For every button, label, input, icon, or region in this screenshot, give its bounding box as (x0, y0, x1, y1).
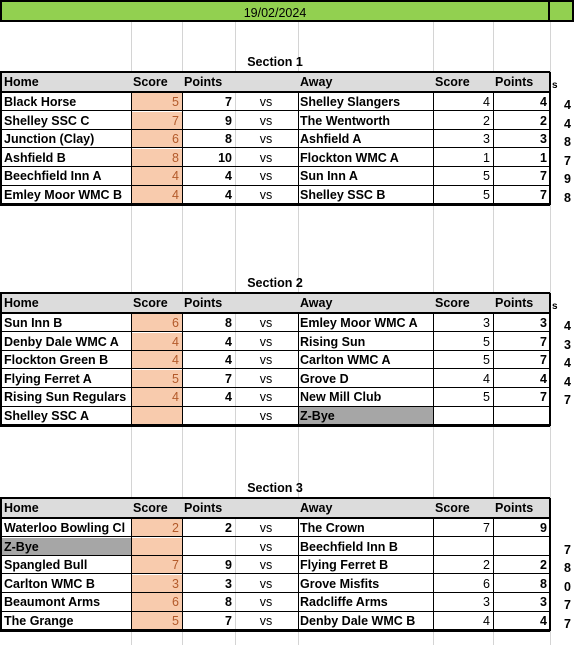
col-border (433, 313, 434, 426)
vs-label[interactable]: vs (259, 595, 273, 610)
home-score[interactable]: 4 (172, 353, 179, 368)
home-points[interactable]: 4 (225, 353, 232, 368)
home-team[interactable]: Ashfield B (4, 150, 66, 165)
away-team[interactable]: The Wentworth (300, 113, 391, 128)
border-left (0, 293, 2, 426)
extra-value[interactable]: 4 (564, 98, 571, 112)
border-right (549, 293, 551, 426)
vs-label[interactable]: vs (259, 558, 273, 573)
home-score[interactable]: 4 (172, 169, 179, 184)
date-bar[interactable]: 19/02/2024 (0, 0, 550, 22)
home-points[interactable]: 4 (225, 188, 232, 202)
extra-value[interactable]: 8 (564, 191, 571, 205)
extra-value[interactable]: 7 (564, 542, 571, 557)
home-points[interactable]: 7 (225, 614, 232, 628)
vs-label[interactable]: vs (259, 371, 273, 386)
header-points[interactable]: Points (184, 296, 223, 310)
away-team[interactable]: Beechfield Inn B (300, 539, 398, 554)
away-points[interactable]: 7 (540, 353, 547, 368)
away-points[interactable]: 3 (540, 132, 547, 147)
vs-label[interactable]: vs (259, 539, 273, 554)
col-border (182, 313, 183, 426)
vs-label[interactable]: vs (259, 188, 273, 202)
home-score[interactable] (133, 538, 179, 557)
header-away-points[interactable]: Points (495, 296, 534, 310)
away-points[interactable]: 4 (540, 371, 547, 386)
away-team[interactable]: Emley Moor WMC A (300, 316, 418, 330)
home-team[interactable]: Emley Moor WMC B (4, 188, 123, 202)
home-points[interactable]: 2 (225, 521, 232, 535)
home-team[interactable]: Junction (Clay) (4, 132, 95, 147)
away-score[interactable]: 1 (483, 150, 490, 165)
home-team[interactable]: Z-Bye (4, 539, 39, 554)
col-border (131, 518, 132, 631)
away-points[interactable]: 8 (540, 576, 547, 591)
header-away-score[interactable]: Score (435, 75, 470, 89)
home-team[interactable]: Waterloo Bowling Cl (4, 521, 126, 535)
away-score[interactable]: 4 (483, 95, 490, 109)
home-points[interactable]: 3 (225, 576, 232, 591)
header-away-points[interactable]: Points (495, 501, 534, 515)
home-score[interactable]: 5 (172, 614, 179, 628)
home-points[interactable]: 7 (225, 371, 232, 386)
col-border (182, 92, 183, 205)
home-score[interactable]: 2 (172, 521, 179, 535)
home-team[interactable]: Shelley SSC C (4, 113, 90, 128)
col-border (433, 92, 434, 205)
header-home[interactable]: Home (4, 296, 39, 310)
home-team[interactable]: Flying Ferret A (4, 371, 92, 386)
away-score[interactable]: 5 (483, 188, 490, 202)
away-team[interactable]: Flockton WMC A (300, 150, 399, 165)
vs-label[interactable]: vs (259, 521, 273, 535)
vs-label[interactable]: vs (259, 95, 273, 109)
col-border (131, 92, 132, 205)
away-team[interactable]: Ashfield A (300, 132, 362, 147)
away-team[interactable]: Radcliffe Arms (300, 595, 388, 610)
extra-value[interactable]: 4 (564, 356, 571, 371)
home-team[interactable]: Shelley SSC A (4, 409, 89, 423)
home-score[interactable]: 5 (172, 95, 179, 109)
home-score[interactable]: 4 (172, 334, 179, 349)
away-team[interactable]: Sun Inn A (300, 169, 358, 184)
border-left (0, 498, 2, 631)
away-team[interactable]: Shelley SSC B (300, 188, 386, 202)
header-points[interactable]: Points (184, 75, 223, 89)
col-border (298, 313, 299, 426)
away-points[interactable]: 3 (540, 595, 547, 610)
away-score[interactable]: 4 (483, 371, 490, 386)
border-right (549, 72, 551, 205)
away-points[interactable]: 9 (540, 521, 547, 535)
extra-value[interactable]: 4 (564, 374, 571, 389)
vs-label[interactable]: vs (259, 334, 273, 349)
date-bar-end (550, 0, 574, 22)
away-score[interactable]: 3 (483, 595, 490, 610)
header-extra[interactable]: s (552, 80, 558, 91)
header-home[interactable]: Home (4, 75, 39, 89)
home-team[interactable]: Flockton Green B (4, 353, 109, 368)
extra-value[interactable]: 8 (564, 561, 571, 576)
home-score[interactable]: 8 (172, 150, 179, 165)
away-team[interactable]: Carlton WMC A (300, 353, 391, 368)
header-points[interactable]: Points (184, 501, 223, 515)
header-away[interactable]: Away (300, 296, 333, 310)
vs-label[interactable]: vs (259, 576, 273, 591)
away-score[interactable]: 3 (483, 316, 490, 330)
header-score[interactable]: Score (133, 296, 168, 310)
home-points[interactable]: 9 (225, 113, 232, 128)
section-title: Section 2 (247, 276, 303, 290)
header-score[interactable]: Score (133, 75, 168, 89)
extra-value[interactable]: 7 (564, 393, 571, 408)
border-top (0, 292, 550, 294)
away-points[interactable]: 7 (540, 390, 547, 405)
home-team[interactable]: Carlton WMC B (4, 576, 95, 591)
border-top (0, 497, 550, 499)
home-points[interactable] (184, 538, 232, 557)
away-points[interactable]: 7 (540, 188, 547, 202)
border-right (549, 498, 551, 631)
col-border (131, 313, 132, 426)
away-score[interactable]: 3 (483, 132, 490, 147)
gridline-v (235, 22, 236, 645)
away-score[interactable]: 7 (483, 521, 490, 535)
home-points[interactable]: 4 (225, 334, 232, 349)
away-team[interactable]: Flying Ferret B (300, 558, 389, 573)
col-border (298, 92, 299, 205)
header-away-score[interactable]: Score (435, 296, 470, 310)
border-bottom (0, 204, 550, 206)
home-team[interactable]: Beechfield Inn A (4, 169, 102, 184)
home-score[interactable]: 4 (172, 390, 179, 405)
away-points[interactable]: 3 (540, 316, 547, 330)
vs-label[interactable]: vs (259, 353, 273, 368)
away-score[interactable]: 5 (483, 390, 490, 405)
border-left (0, 72, 2, 205)
home-score[interactable]: 3 (172, 576, 179, 591)
border-bottom (0, 630, 550, 632)
away-points[interactable]: 1 (540, 150, 547, 165)
away-score[interactable]: 2 (483, 113, 490, 128)
away-points[interactable] (495, 538, 547, 557)
vs-label[interactable]: vs (259, 169, 273, 184)
away-points[interactable]: 4 (540, 95, 547, 109)
section-title: Section 3 (247, 481, 303, 495)
home-score[interactable]: 7 (172, 113, 179, 128)
home-points[interactable]: 9 (225, 558, 232, 573)
away-score[interactable]: 4 (483, 614, 490, 628)
vs-label[interactable]: vs (259, 150, 273, 165)
header-away[interactable]: Away (300, 75, 333, 89)
home-score[interactable]: 5 (172, 371, 179, 386)
home-points[interactable]: 10 (218, 150, 232, 165)
vs-label[interactable]: vs (259, 132, 273, 147)
home-team[interactable]: Spangled Bull (4, 558, 88, 573)
away-points[interactable]: 4 (540, 614, 547, 628)
extra-value[interactable]: 4 (564, 319, 571, 333)
border-bottom (0, 425, 550, 427)
home-points[interactable]: 8 (225, 595, 232, 610)
extra-value[interactable]: 3 (564, 337, 571, 352)
away-score[interactable]: 6 (483, 576, 490, 591)
away-team[interactable]: Grove Misfits (300, 576, 380, 591)
col-border (493, 518, 494, 631)
home-team[interactable]: The Grange (4, 614, 74, 628)
away-points[interactable]: 7 (540, 169, 547, 184)
away-team[interactable]: Grove D (300, 371, 349, 386)
home-score[interactable] (133, 407, 179, 426)
extra-value[interactable]: 9 (564, 172, 571, 187)
away-team[interactable]: Denby Dale WMC B (300, 614, 416, 628)
vs-label[interactable]: vs (259, 316, 273, 330)
home-team[interactable]: Black Horse (4, 95, 77, 109)
away-score[interactable]: 5 (483, 353, 490, 368)
away-points[interactable]: 2 (540, 558, 547, 573)
away-score[interactable]: 5 (483, 334, 490, 349)
home-score[interactable]: 7 (172, 558, 179, 573)
col-border (182, 518, 183, 631)
header-score[interactable]: Score (133, 501, 168, 515)
away-team[interactable]: The Crown (300, 521, 365, 535)
away-score[interactable]: 2 (483, 558, 490, 573)
border-top (0, 71, 550, 73)
header-away-points[interactable]: Points (495, 75, 534, 89)
col-border (493, 92, 494, 205)
extra-value[interactable]: 8 (564, 135, 571, 150)
home-team[interactable]: Sun Inn B (4, 316, 63, 330)
extra-value[interactable]: 4 (564, 116, 571, 131)
home-team[interactable]: Denby Dale WMC A (4, 334, 119, 349)
vs-label[interactable]: vs (259, 390, 273, 405)
home-points[interactable]: 4 (225, 169, 232, 184)
home-score[interactable]: 6 (172, 316, 179, 330)
home-points[interactable]: 4 (225, 390, 232, 405)
away-score[interactable] (435, 538, 490, 557)
home-points[interactable]: 7 (225, 95, 232, 109)
header-away-score[interactable]: Score (435, 501, 470, 515)
header-extra[interactable]: s (552, 301, 558, 312)
home-points[interactable] (184, 407, 232, 426)
away-team[interactable]: Shelley Slangers (300, 95, 401, 109)
away-score[interactable]: 5 (483, 169, 490, 184)
col-border (433, 518, 434, 631)
home-team[interactable]: Beaumont Arms (4, 595, 101, 610)
extra-value[interactable]: 7 (564, 153, 571, 168)
col-border (298, 518, 299, 631)
away-score[interactable] (435, 407, 490, 426)
away-points[interactable] (495, 407, 547, 426)
vs-label[interactable]: vs (259, 409, 273, 423)
home-points[interactable]: 8 (225, 132, 232, 147)
vs-label[interactable]: vs (259, 614, 273, 628)
home-score[interactable]: 6 (172, 132, 179, 147)
extra-value[interactable]: 0 (564, 579, 571, 594)
home-score[interactable]: 4 (172, 188, 179, 202)
home-points[interactable]: 8 (225, 316, 232, 330)
header-home[interactable]: Home (4, 501, 39, 515)
section-title: Section 1 (247, 55, 303, 69)
away-points[interactable]: 7 (540, 334, 547, 349)
away-points[interactable]: 2 (540, 113, 547, 128)
vs-label[interactable]: vs (259, 113, 273, 128)
home-team[interactable]: Rising Sun Regulars (4, 390, 127, 405)
extra-value[interactable]: 7 (564, 598, 571, 613)
away-team[interactable]: Rising Sun (300, 334, 366, 349)
extra-value[interactable]: 7 (564, 617, 571, 631)
home-score[interactable]: 6 (172, 595, 179, 610)
col-border (493, 313, 494, 426)
away-team[interactable]: Z-Bye (300, 409, 335, 423)
header-away[interactable]: Away (300, 501, 333, 515)
away-team[interactable]: New Mill Club (300, 390, 382, 405)
